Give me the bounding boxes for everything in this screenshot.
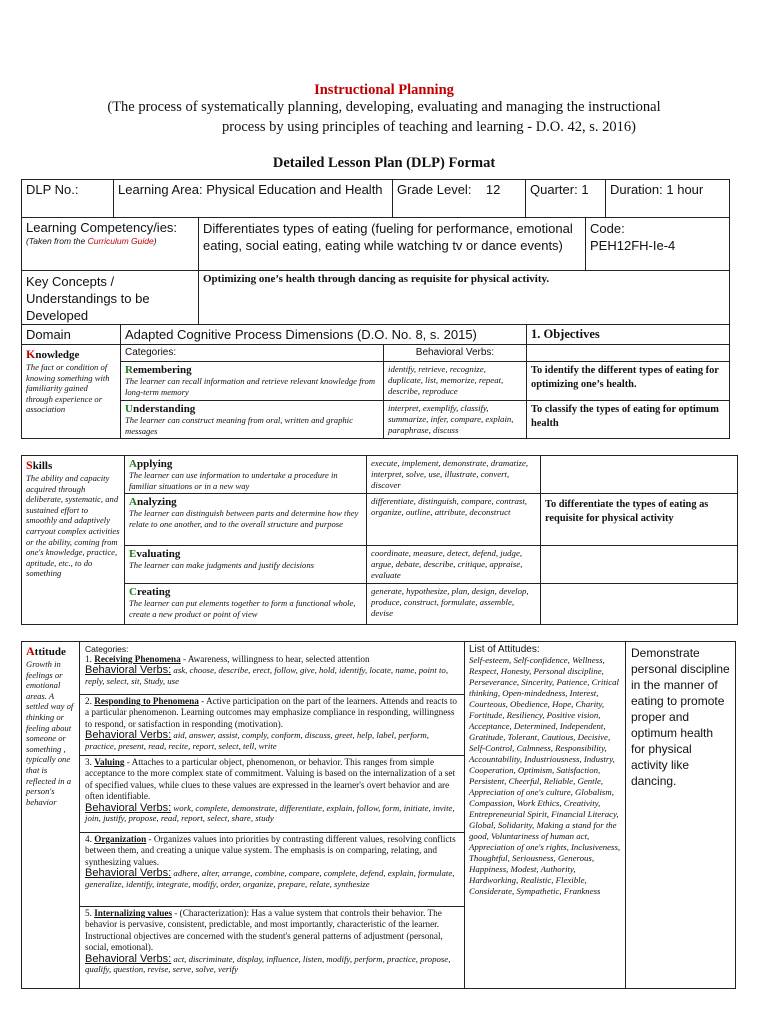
code-cell	[585, 217, 730, 271]
item1-name: Receiving Phenomena	[94, 654, 181, 664]
remembering-objective-cell	[526, 361, 730, 401]
objectives-header-cell	[526, 324, 730, 345]
analyzing-objective-cell	[540, 493, 738, 546]
remembering-verbs-cell	[383, 361, 527, 401]
duration-value: 1 hour	[666, 182, 704, 197]
item2-text: - Active participation on the part of the learners. Attends and reacts to a particular phenomenon. Learning outcomes may emphasize compliance in responding, willingness to respond, or satisfaction in responding (motivation).	[85, 696, 458, 729]
item2-num: 2.	[85, 696, 92, 706]
duration-label: Duration:	[610, 182, 663, 197]
item2-bv-label: Behavioral Verbs:	[85, 729, 172, 742]
attitude-categories-cell	[79, 641, 465, 989]
item4-bv-label: Behavioral Verbs:	[85, 867, 172, 880]
attitude-initial: A	[26, 644, 35, 658]
item5-name: Internalizing values	[94, 908, 173, 918]
key-concepts-text-cell	[198, 270, 730, 325]
learning-area-value: Physical Education and Health	[206, 182, 383, 197]
creating-objective-cell	[540, 583, 738, 625]
evaluating-verbs: coordinate, measure, detect, defend, judge, argue, debate, describe, critique, appraise, evaluate	[371, 548, 523, 580]
grade-level-label: Grade Level:	[397, 182, 472, 197]
key-concepts-text: Optimizing one’s health through dancing as requisite for physical activity.	[203, 273, 550, 285]
applying-heading	[129, 458, 362, 470]
item1-num: 1.	[85, 654, 92, 664]
item5-text: - (Characterization): Has a value system that controls their behavior. The behavior is pervasive, consistent, predictable, and most importantly, characteristic of the learner. Instructional objectives are concerned with the student's general patterns of adjustment (personal, social, emotional).	[85, 908, 443, 953]
item3-name: Valuing	[94, 757, 125, 767]
analyzing-rest: nalyzing	[136, 496, 177, 508]
applying-initial: A	[129, 458, 137, 470]
item5-num: 5.	[85, 908, 92, 918]
analyzing-objective: To differentiate the types of eating as requisite for physical activity	[545, 499, 709, 524]
competency-label: Learning Competency/ies:	[26, 220, 178, 235]
attitudes-list-label: List of Attitudes:	[469, 644, 540, 655]
attitude-desc: Growth in feelings or emotional areas. A settled way of thinking or feeling about someone or something , typically one that is reflected in a person's behavior	[26, 659, 74, 807]
competency-text: Differentiates types of eating (fueling for performance, emotional eating, social eating, eating while watching tv or dance events)	[203, 221, 573, 253]
knowledge-heading	[26, 347, 116, 362]
remembering-rest: emembering	[132, 364, 192, 376]
item4-name: Organization	[94, 834, 147, 844]
subtitle-line-2: process by using principles of teaching and learning - D.O. 42, s. 2016)	[222, 119, 636, 135]
creating-initial: C	[129, 586, 137, 598]
knowledge-domain-cell	[21, 344, 121, 439]
item5-bv-label: Behavioral Verbs:	[85, 952, 172, 965]
attitudes-list-cell	[464, 641, 626, 989]
item2-name: Responding to Phenomena	[94, 696, 199, 706]
competency-note	[26, 236, 194, 246]
curriculum-guide-link[interactable]: Curriculum Guide	[87, 236, 154, 246]
remembering-verbs: identify, retrieve, recognize, duplicate, list, memorize, repeat, describe, reproduce	[388, 364, 504, 396]
acpd-cell	[120, 324, 527, 345]
attitude-item-5	[80, 907, 465, 989]
behavioral-verbs-label: Behavioral Verbs:	[415, 347, 495, 358]
attitude-domain-cell	[21, 641, 80, 989]
knowledge-initial: K	[26, 347, 36, 361]
understanding-objective-cell	[526, 400, 730, 439]
item4-verbs: adhere, alter, arrange, combine, compare, complete, defend, explain, formulate, generalize, identify, integrate, modify, order, organize, prepare, relate, synthesize	[85, 868, 455, 890]
item3-text: - Attaches to a particular object, phenomenon, or behavior. This ranges from simple acceptance to the more complex state of commitment. Valuing is based on the internalization of a set of specified values, while clues to these values are expressed in the learner's overt behavior and are often identifiable.	[85, 757, 456, 802]
item3-num: 3.	[85, 757, 92, 767]
learning-area-cell	[113, 179, 393, 218]
subtitle-line-1: (The process of systematically planning, developing, evaluating and managing the instructional	[107, 99, 661, 115]
item3-verbs: work, complete, demonstrate, differentiate, explain, follow, form, initiate, invite, join, justify, propose, read, report, select, share, study	[85, 802, 455, 824]
analyzing-heading	[129, 496, 362, 508]
remembering-desc: The learner can recall information and retrieve relevant knowledge from long-term memory	[125, 376, 376, 397]
dlp-no-label: DLP No.:	[26, 182, 79, 197]
key-concepts-label: Key Concepts / Understandings to be Developed	[26, 274, 150, 323]
attitude-objective-cell	[625, 641, 736, 989]
domain-label: Domain	[26, 327, 71, 342]
format-title: Detailed Lesson Plan (DLP) Format	[272, 155, 496, 171]
attitude-item-3	[80, 756, 465, 830]
quarter-label: Quarter:	[530, 182, 578, 197]
objectives-label: 1. Objectives	[531, 327, 600, 341]
understanding-initial: U	[125, 403, 133, 415]
categories-label: Categories:	[125, 347, 177, 358]
attitude-heading	[26, 644, 75, 659]
understanding-heading	[125, 403, 379, 415]
creating-cell	[124, 583, 367, 625]
attitude-categories-label: Categories:	[85, 644, 129, 654]
remembering-heading	[125, 364, 379, 376]
creating-verbs: generate, hypothesize, plan, design, develop, produce, construct, formulate, assemble, devise	[371, 586, 529, 618]
grade-level-value: 12	[485, 182, 501, 197]
understanding-objective: To classify the types of eating for optimum health	[531, 404, 719, 429]
skills-initial: S	[26, 458, 33, 472]
item4-text: - Organizes values into priorities by contrasting different values, resolving conflicts between them, and creating a unique value system. The emphasis is on comparing, relating, and synthesizing values.	[85, 834, 456, 867]
competency-text-cell	[198, 217, 586, 271]
applying-desc: The learner can use information to undertake a procedure in familiar situations or in a new way	[129, 470, 338, 491]
understanding-cell	[120, 400, 384, 439]
understanding-verbs: interpret, exemplify, classify, summarize, infer, compare, explain, paraphrase, discuss	[388, 403, 514, 435]
duration-cell	[605, 179, 730, 218]
competency-label-cell	[21, 217, 199, 271]
evaluating-desc: The learner can make judgments and justify decisions	[129, 560, 314, 570]
analyzing-verbs-cell	[366, 493, 541, 546]
competency-note-prefix: (Taken from the	[26, 236, 88, 246]
attitudes-list: Self-esteem, Self-confidence, Wellness, Respect, Honesty, Personal discipline, Perseverance, Sincerity, Patience, Critical thinking, Open-mindedness, Interest, Courteous, Obedience, Hope, Charity, Fortitude, Resiliency, Positive vision, Acceptance, Determined, Independent, Gratitude, Tolerant, Cautious, Decisive, Self-Control, Calmness, Responsibility, Accountability, Industriousness, Industry, Cooperation, Optimism, Satisfaction, Persistent, Cheerful, Reliable, Gentle, Appreciation of one's culture, Globalism, Compassion, Work Ethics, Creativity, Entrepreneurial Spirit, Financial Literacy, Global, Solidarity, Making a stand for the good, Voluntariness of human act, Appreciation of one's rights, Inclusiveness, Thoughtful, Seriousness, Generous, Happiness, Modest, Authority, Hardworking, Realistic, Flexible, Considerate, Sympathetic, Frankness	[469, 655, 621, 896]
skills-desc: The ability and capacity acquired through deliberate, systematic, and sustained effort to smoothly and adaptively carryout complex activities or the ability, coming from one's knowledge, practice, aptitude, etc., to do something	[26, 473, 120, 579]
remembering-cell	[120, 361, 384, 401]
learning-area-label: Learning Area:	[118, 182, 203, 197]
understanding-verbs-cell	[383, 400, 527, 439]
evaluating-initial: E	[129, 548, 137, 560]
evaluating-verbs-cell	[366, 545, 541, 584]
code-label: Code:	[590, 221, 625, 236]
item1-bv-label: Behavioral Verbs:	[85, 664, 172, 677]
applying-verbs-cell	[366, 455, 541, 494]
grade-level-cell	[392, 179, 526, 218]
applying-verbs: execute, implement, demonstrate, dramatize, interpret, solve, use, illustrate, convert, discover	[371, 458, 529, 490]
skills-rest: kills	[32, 460, 53, 472]
quarter-cell	[525, 179, 606, 218]
item5-verbs: act, discriminate, display, influence, listen, modify, perform, practice, propose, qualify, question, revise, serve, solve, verify	[85, 953, 451, 975]
item1-text: - Awareness, willingness to hear, selected attention	[180, 654, 370, 664]
knowledge-rest: nowledge	[35, 349, 80, 361]
remembering-initial: R	[125, 364, 133, 376]
creating-desc: The learner can put elements together to form a functional whole, create a new product or point of view	[129, 598, 356, 619]
understanding-rest: nderstanding	[132, 403, 196, 415]
analyzing-desc: The learner can distinguish between parts and determine how they relate to one another, and to the overall structure and purpose	[129, 508, 359, 529]
item4-num: 4.	[85, 834, 92, 844]
analyzing-verbs: differentiate, distinguish, compare, contrast, organize, outline, attribute, deconstruct	[371, 496, 527, 517]
creating-rest: reating	[136, 586, 171, 598]
applying-rest: pplying	[136, 458, 173, 470]
knowledge-desc: The fact or condition of knowing something with familiarity gained through experience or association	[26, 362, 110, 415]
key-concepts-label-cell	[21, 270, 199, 325]
applying-cell	[124, 455, 367, 494]
knowledge-categories-cell	[120, 344, 384, 362]
analyzing-cell	[124, 493, 367, 546]
attitude-objective: Demonstrate personal discipline in the manner of eating to promote proper and optimum health for physical activity like dancing.	[631, 646, 730, 788]
page-title: Instructional Planning	[314, 82, 454, 98]
skills-heading	[26, 458, 120, 473]
understanding-desc: The learner can construct meaning from oral, written and graphic messages	[125, 415, 353, 436]
competency-note-suffix: )	[153, 236, 157, 246]
knowledge-verbs-header-cell	[383, 344, 527, 362]
creating-verbs-cell	[366, 583, 541, 625]
quarter-value: 1	[581, 182, 589, 197]
item1-verbs: ask, choose, describe, erect, follow, give, hold, identify, locate, name, point to, reply, select, sit, Study, use	[85, 665, 449, 687]
skills-domain-cell	[21, 455, 125, 625]
creating-heading	[129, 586, 362, 598]
code-value: PEH12FH-Ie-4	[590, 238, 676, 253]
evaluating-rest: valuating	[136, 548, 181, 560]
evaluating-objective-cell	[540, 545, 738, 584]
applying-objective-cell	[540, 455, 738, 494]
evaluating-cell	[124, 545, 367, 584]
attitude-item-4	[80, 833, 465, 907]
remembering-objective: To identify the different types of eating for optimizing one’s health.	[531, 365, 719, 390]
domain-cell	[21, 324, 121, 345]
item2-verbs: aid, answer, assist, comply, conform, discuss, greet, help, label, perform, practice, present, read, recite, report, select, tell, write	[85, 730, 429, 752]
analyzing-initial: A	[129, 496, 137, 508]
item3-bv-label: Behavioral Verbs:	[85, 801, 172, 814]
evaluating-heading	[129, 548, 362, 560]
dlp-no-cell	[21, 179, 114, 218]
attitude-item-1	[80, 654, 465, 694]
attitude-rest: ttitude	[34, 646, 66, 658]
acpd-label: Adapted Cognitive Process Dimensions (D.O. No. 8, s. 2015)	[125, 327, 477, 342]
knowledge-objective-header-blank	[526, 344, 730, 362]
